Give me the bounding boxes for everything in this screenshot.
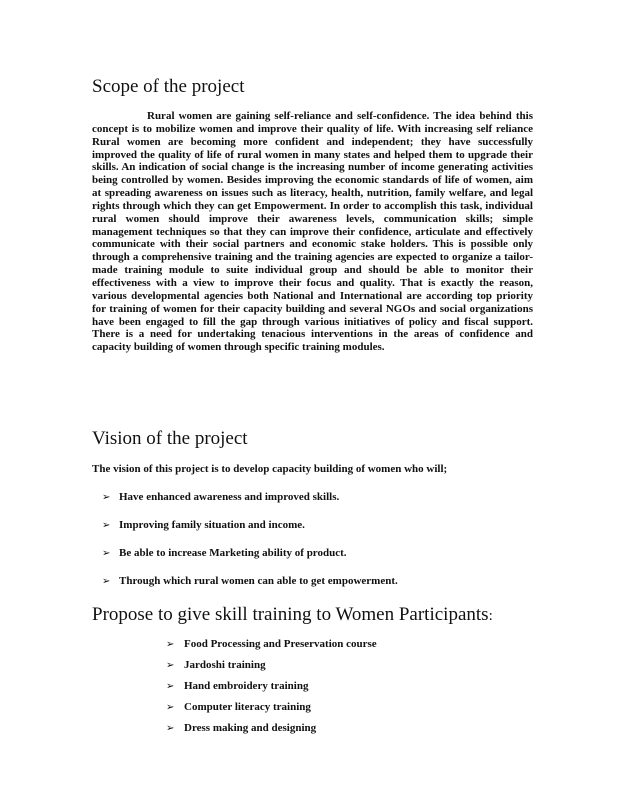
training-item bbox=[166, 659, 266, 672]
training-heading-text: Propose to give skill training to Women Participants bbox=[92, 604, 489, 625]
vision-bullet bbox=[102, 547, 347, 560]
training-item bbox=[166, 680, 308, 693]
arrow-bullet-icon: ➢ bbox=[166, 639, 175, 650]
vision-bullet-text: Improving family situation and income. bbox=[119, 519, 305, 531]
arrow-bullet-icon: ➢ bbox=[166, 723, 175, 734]
arrow-bullet-icon: ➢ bbox=[166, 702, 175, 713]
training-item bbox=[166, 638, 377, 651]
vision-heading: Vision of the project bbox=[92, 428, 248, 449]
arrow-bullet-icon: ➢ bbox=[102, 576, 111, 587]
scope-heading: Scope of the project bbox=[92, 76, 245, 97]
vision-bullet bbox=[102, 519, 305, 532]
vision-bullet-text: Have enhanced awareness and improved skills. bbox=[119, 491, 340, 503]
vision-bullet-text: Be able to increase Marketing ability of product. bbox=[119, 547, 347, 559]
arrow-bullet-icon: ➢ bbox=[166, 681, 175, 692]
training-item bbox=[166, 701, 311, 714]
training-item bbox=[166, 722, 316, 735]
vision-bullet bbox=[102, 491, 339, 504]
training-item-text: Food Processing and Preservation course bbox=[184, 638, 377, 650]
training-item-text: Hand embroidery training bbox=[184, 680, 309, 692]
vision-bullet bbox=[102, 575, 398, 588]
training-item-text: Jardoshi training bbox=[184, 659, 266, 671]
training-heading-colon: : bbox=[488, 608, 493, 624]
arrow-bullet-icon: ➢ bbox=[102, 548, 111, 559]
training-item-text: Dress making and designing bbox=[184, 722, 317, 734]
training-heading bbox=[92, 604, 493, 627]
training-item-text: Computer literacy training bbox=[184, 701, 311, 713]
arrow-bullet-icon: ➢ bbox=[102, 520, 111, 531]
vision-intro: The vision of this project is to develop capacity building of women who will; bbox=[92, 463, 448, 475]
arrow-bullet-icon: ➢ bbox=[166, 660, 175, 671]
vision-bullet-text: Through which rural women can able to get empowerment. bbox=[119, 575, 398, 587]
scope-paragraph: Rural women are gaining self-reliance and self-confidence. The idea behind this concept is to mobilize women and improve their quality of life. With increasing self reliance Rural women are becoming more confident and independent; they have successfully improved the quality of life of rural women in many states and helped them to upgrade their skills. An indication of social change is the increasing number of income generating activities being controlled by women. Besides improving the economic standards of life of women, aim at spreading awareness on issues such as literacy, health, nutrition, family welfare, and legal rights through which they can get Empowerment. In order to accomplish this task, individual rural women should improve their awareness levels, communication skills; simple management techniques so that they can improve their confidence, articulate and effectively communicate with their social partners and economic stake holders. This is possible only through a comprehensive training and the training agencies are expected to organize a tailor-made training module to suite individual group and should be able to monitor their effectiveness with a view to improve their focus and quality. That is exactly the reason, various developmental agencies both National and International are according top priority for training of women for their capacity building and several NGOs and social organizations have been engaged to fill the gap through various initiatives of policy and fiscal support. There is a need for undertaking tenacious interventions in the areas of confidence and capacity building of women through specific training modules. bbox=[92, 110, 533, 354]
arrow-bullet-icon: ➢ bbox=[102, 492, 111, 503]
